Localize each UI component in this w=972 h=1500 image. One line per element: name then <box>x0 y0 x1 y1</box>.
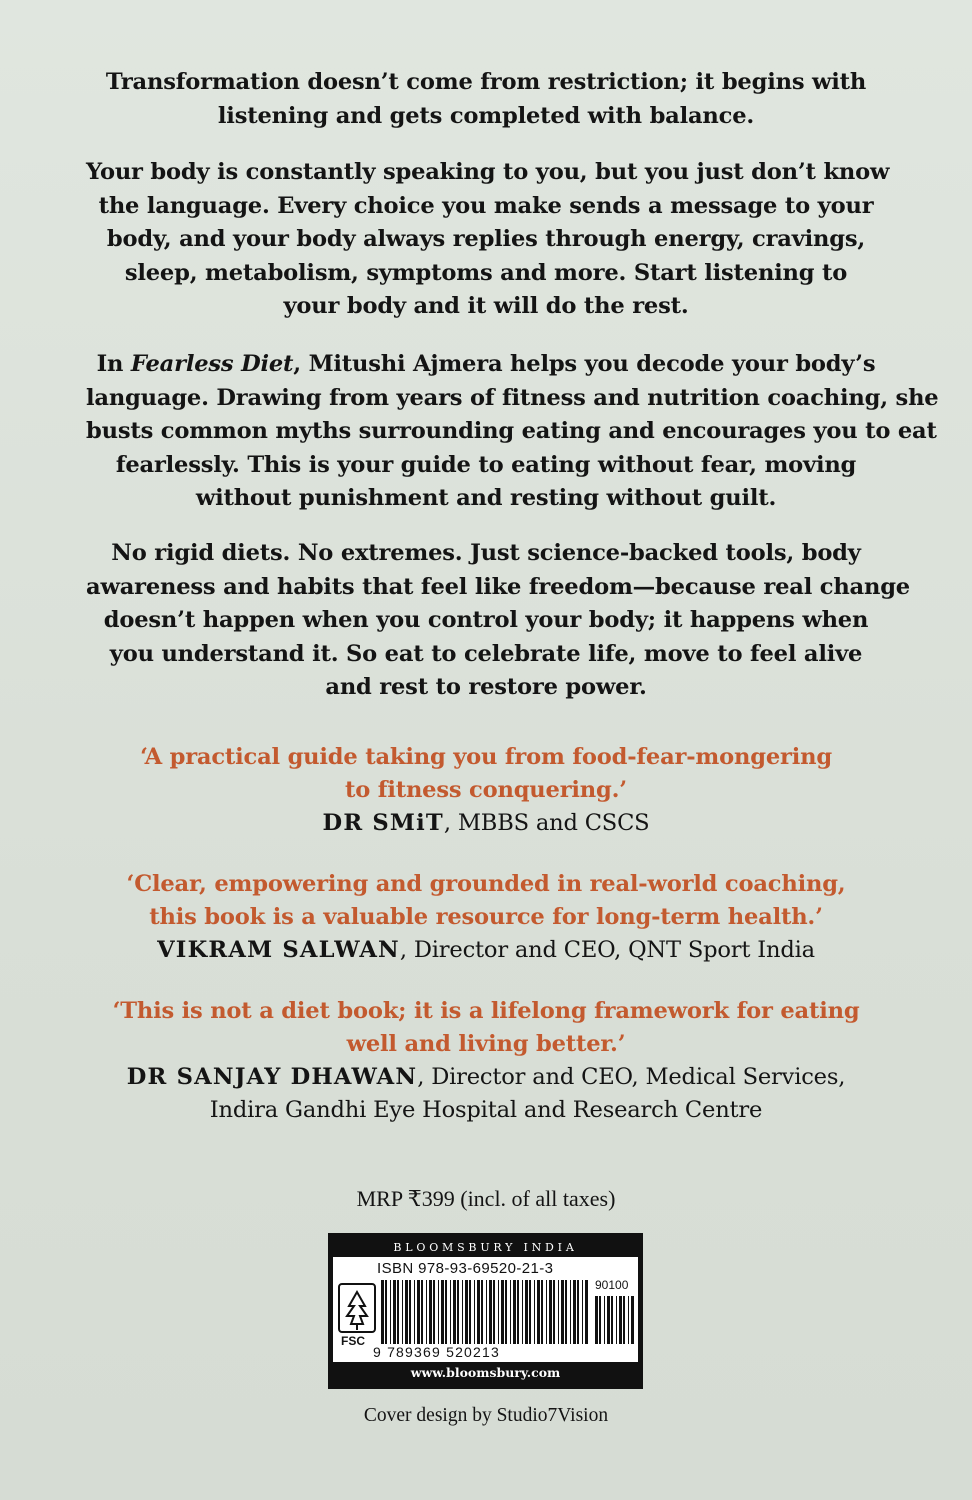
blurb-text: , Mitushi Ajmera helps you decode your body’s <box>293 351 876 377</box>
barcode-bar <box>438 1280 439 1344</box>
barcode-bar <box>429 1280 432 1344</box>
barcode-bar <box>402 1280 403 1344</box>
blurb-line: busts common myths surrounding eating and encourages you to eat <box>86 418 937 445</box>
barcode-bar <box>582 1280 583 1344</box>
barcode-bar <box>501 1280 504 1344</box>
barcode-bar <box>611 1296 613 1344</box>
addon-barcode <box>595 1296 635 1344</box>
blurb-line: Transformation doesn’t come from restriction; it begins with <box>105 69 867 95</box>
barcode-bar <box>537 1280 540 1344</box>
endorser-name: VIKRAM SALWAN <box>157 937 400 963</box>
barcode-digits: 9 789369 520213 <box>373 1344 500 1360</box>
endorser-role: , Director and CEO, QNT Sport India <box>399 937 815 963</box>
publisher-website: www.bloomsbury.com <box>333 1362 638 1384</box>
blurb-line: the language. Every choice you make sends a message to your <box>98 192 874 219</box>
blurb-line: your body and it will do the rest. <box>283 293 689 320</box>
barcode-bar <box>390 1280 391 1344</box>
endorsement-1 <box>60 741 912 840</box>
barcode-bar <box>525 1280 528 1344</box>
blurb-paragraph-3 <box>86 348 939 516</box>
barcode-bar <box>549 1280 552 1344</box>
barcode-bar <box>561 1280 564 1344</box>
blurb-line: No rigid diets. No extremes. Just science-backed tools, body <box>111 540 861 566</box>
barcode-bar <box>493 1280 495 1344</box>
barcode-bar <box>573 1280 576 1344</box>
barcode-bar <box>450 1280 451 1344</box>
blurb-line: Your body is constantly speaking to you, but you just don’t know <box>86 159 890 185</box>
blurb-line: without punishment and resting without guilt. <box>195 485 777 512</box>
barcode-bar <box>595 1296 598 1344</box>
price-label: MRP ₹399 (incl. of all taxes) <box>356 1186 616 1211</box>
barcode-bar <box>607 1296 610 1344</box>
barcode-bar <box>417 1280 420 1344</box>
endorsement-2 <box>60 868 912 967</box>
blurb-paragraph-2 <box>86 156 890 324</box>
barcode-bar <box>534 1280 535 1344</box>
endorser-name: DR SANJAY DHAWAN <box>126 1064 418 1090</box>
quote-line: ‘Clear, empowering and grounded in real-world coaching, <box>126 871 846 897</box>
barcode-bar <box>599 1296 601 1344</box>
quote-attribution <box>60 807 912 840</box>
barcode-bar <box>465 1280 468 1344</box>
cover-credit: Cover design by Studio7Vision <box>363 1405 609 1426</box>
quote-line: ‘A practical guide taking you from food-fear-mongering <box>140 744 832 770</box>
quote-attribution <box>60 934 912 967</box>
barcode-bar <box>486 1280 487 1344</box>
barcode-bar <box>522 1280 523 1344</box>
barcode-bar <box>577 1280 579 1344</box>
barcode-bar <box>570 1280 571 1344</box>
barcode-bar <box>541 1280 543 1344</box>
blurb-line: fearlessly. This is your guide to eating without fear, moving <box>115 451 857 478</box>
price-addon-code: 90100 <box>595 1278 629 1292</box>
blurb-line: sleep, metabolism, symptoms and more. Start listening to <box>124 259 848 286</box>
barcode-panel <box>328 1233 643 1389</box>
barcode-bar <box>426 1280 427 1344</box>
barcode-bar <box>457 1280 459 1344</box>
barcode-bar <box>474 1280 475 1344</box>
barcode-bar <box>513 1280 516 1344</box>
book-title: Fearless Diet <box>130 351 294 377</box>
publisher-name: BLOOMSBURY INDIA <box>333 1238 638 1257</box>
fsc-tree-icon <box>337 1282 377 1342</box>
barcode-bar <box>489 1280 492 1344</box>
blurb-paragraph-1 <box>86 66 886 133</box>
blurb-line <box>86 348 886 382</box>
blurb-prefix: In <box>96 351 131 377</box>
barcode-bar <box>462 1280 463 1344</box>
quote-line: ‘This is not a diet book; it is a lifelong framework for eating <box>112 998 860 1024</box>
quote-line: this book is a valuable resource for long-term health.’ <box>149 904 823 930</box>
barcode-bar <box>631 1296 634 1344</box>
blurb-line: you understand it. So eat to celebrate life, move to feel alive <box>109 640 863 667</box>
barcode-bar <box>565 1280 567 1344</box>
barcode-bar <box>433 1280 435 1344</box>
barcode-bar <box>405 1280 408 1344</box>
barcode-bar <box>397 1280 399 1344</box>
barcode-bar <box>553 1280 555 1344</box>
barcode-bar <box>546 1280 547 1344</box>
endorser-affiliation: Indira Gandhi Eye Hospital and Research Centre <box>209 1097 763 1123</box>
barcode-bar <box>585 1280 588 1344</box>
barcode-bar <box>381 1280 384 1344</box>
barcode-bar <box>441 1280 444 1344</box>
fsc-label: FSC <box>341 1334 365 1348</box>
barcode-bar <box>616 1296 617 1344</box>
blurb-line: doesn’t happen when you control your body; it happens when <box>103 607 869 634</box>
blurb-line: language. Drawing from years of fitness and nutrition coaching, she <box>86 384 939 411</box>
barcode-bar <box>469 1280 471 1344</box>
barcode-bar <box>604 1296 605 1344</box>
barcode-bar <box>529 1280 531 1344</box>
blurb-line: listening and gets completed with balance. <box>217 102 755 129</box>
endorser-role: , MBBS and CSCS <box>443 810 650 836</box>
endorser-name: DR SMiT <box>322 810 444 836</box>
endorser-role: , Director and CEO, Medical Services, <box>417 1064 846 1090</box>
barcode-bar <box>623 1296 625 1344</box>
quote-attribution <box>60 1061 912 1094</box>
barcode-bar <box>393 1280 396 1344</box>
barcode-bar <box>558 1280 559 1344</box>
quote-line: well and living better.’ <box>346 1031 626 1057</box>
blurb-line: and rest to restore power. <box>325 674 647 701</box>
barcode-bar <box>510 1280 511 1344</box>
blurb-line: body, and your body always replies through energy, cravings, <box>106 226 866 253</box>
barcode-bar <box>498 1280 499 1344</box>
barcode-bar <box>517 1280 519 1344</box>
barcode-bar <box>619 1296 622 1344</box>
blurb-paragraph-4 <box>86 537 910 705</box>
barcode-bar <box>385 1280 387 1344</box>
barcode-bar <box>409 1280 411 1344</box>
barcode-bar <box>445 1280 447 1344</box>
barcode-bar <box>453 1280 456 1344</box>
barcode-bar <box>414 1280 415 1344</box>
barcode-bar <box>421 1280 423 1344</box>
barcode-bar <box>505 1280 507 1344</box>
blurb-line: awareness and habits that feel like freedom—because real change <box>86 573 910 600</box>
endorsement-3 <box>60 995 912 1127</box>
barcode-bar <box>628 1296 629 1344</box>
quote-line: to fitness conquering.’ <box>345 777 627 803</box>
barcode-bar <box>477 1280 480 1344</box>
isbn-barcode <box>381 1280 591 1344</box>
isbn-number: ISBN 978-93-69520-21-3 <box>377 1260 554 1277</box>
barcode-bar <box>481 1280 483 1344</box>
